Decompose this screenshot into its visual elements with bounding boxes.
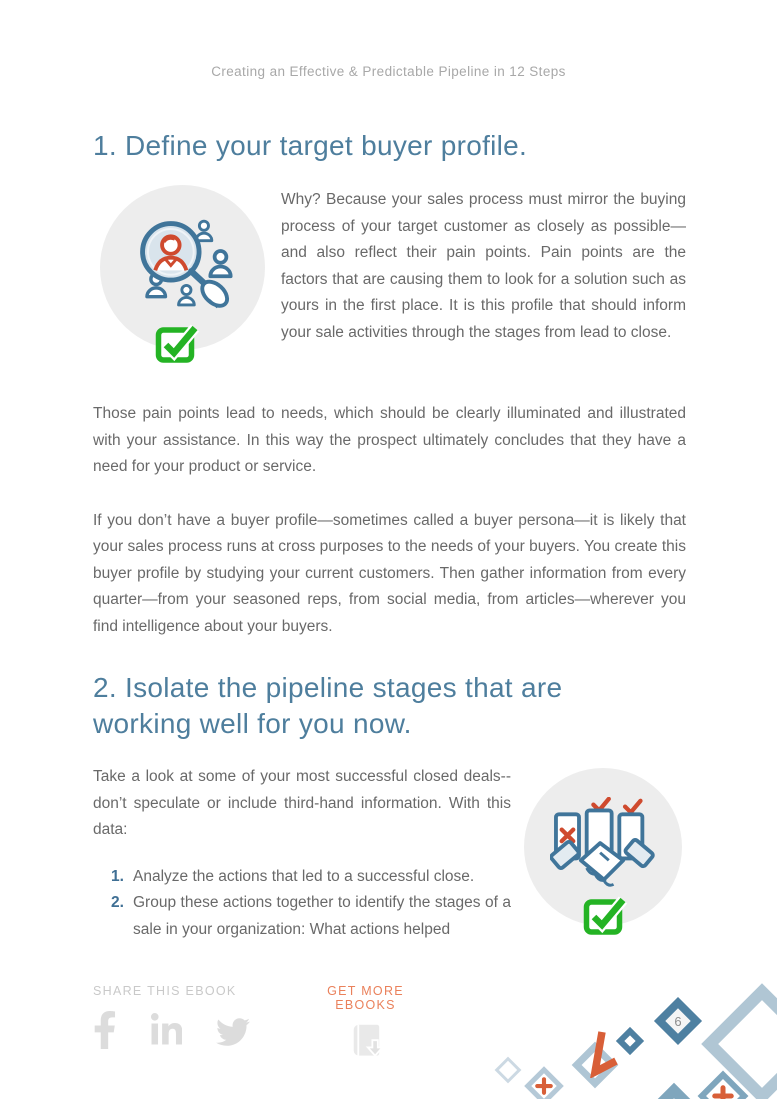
section-2-heading-line2: working well for you now. (93, 708, 412, 739)
body-paragraph: Those pain points lead to needs, which should be clearly illuminated and illustrated with your assistance. In this way the prospect ultimately concludes that they have a need for your product or service. (93, 405, 686, 475)
section-2-heading-line1: 2. Isolate the pipeline stages that are (93, 672, 563, 703)
green-checkbox-icon (155, 322, 201, 369)
linkedin-icon[interactable] (151, 1013, 183, 1054)
body-paragraph: Why? Because your sales process must mirror the buying process of your target customer as closely as possible—and also reflect their pain points. Pain points are the factors that are causing them to look for a solution such as yours in the first place. It is this profile that should inform your sale activities through the stages from lead to close. (281, 191, 686, 341)
list-item (93, 864, 511, 891)
body-paragraph: Take a look at some of your most successful closed deals--don’t speculate or include third-hand information. With this data: (93, 768, 511, 838)
list-item-number: 2. (111, 894, 124, 911)
facebook-icon[interactable] (93, 1011, 117, 1054)
body-paragraph: If you don’t have a buyer profile—sometimes called a buyer persona—it is likely that your sales process runs at cross purposes to the needs of your buyers. You create this buyer profile by studying your current customers. Then gather information from every quarter—from your seasoned reps, from social media, from articles—wherever you find intelligence about your buyers. (93, 511, 686, 635)
list-item-text: Group these actions together to identify the stages of a sale in your organization: What actions helped (133, 894, 511, 938)
list-item-text: Analyze the actions that led to a successful close. (133, 867, 475, 885)
orange-plus-icon (711, 1084, 735, 1099)
diamond-decoration-plus-left (524, 1066, 564, 1099)
section-1-heading: 1. Define your target buyer profile. (93, 130, 528, 161)
ebook-download-icon[interactable] (344, 1022, 388, 1067)
buyer-profile-search-icon (127, 209, 239, 326)
running-header: Creating an Effective & Predictable Pipeline in 12 Steps (211, 64, 566, 79)
numbered-list (93, 864, 511, 944)
section-2-heading (93, 670, 686, 742)
orange-plus-icon (535, 1077, 553, 1095)
diamond-decoration-tiny (495, 1057, 522, 1084)
orange-checkmark-icon (586, 1026, 620, 1083)
list-item (93, 890, 511, 943)
get-more-ebooks-link[interactable]: GET MORE EBOOKS (327, 984, 404, 1012)
section-2-content (93, 764, 686, 943)
share-this-ebook-label: SHARE THIS EBOOK (93, 984, 237, 998)
get-more-ebooks-block (303, 984, 428, 1067)
list-item-number: 1. (111, 867, 124, 885)
buyer-profile-icon-block (93, 185, 265, 371)
green-checkbox-icon (583, 894, 629, 941)
twitter-icon[interactable] (216, 1015, 250, 1054)
handshake-icon-block (520, 768, 686, 940)
page-number: 6 (674, 1013, 682, 1029)
section-1-content (93, 185, 686, 371)
successful-deal-handshake-icon (550, 797, 656, 898)
